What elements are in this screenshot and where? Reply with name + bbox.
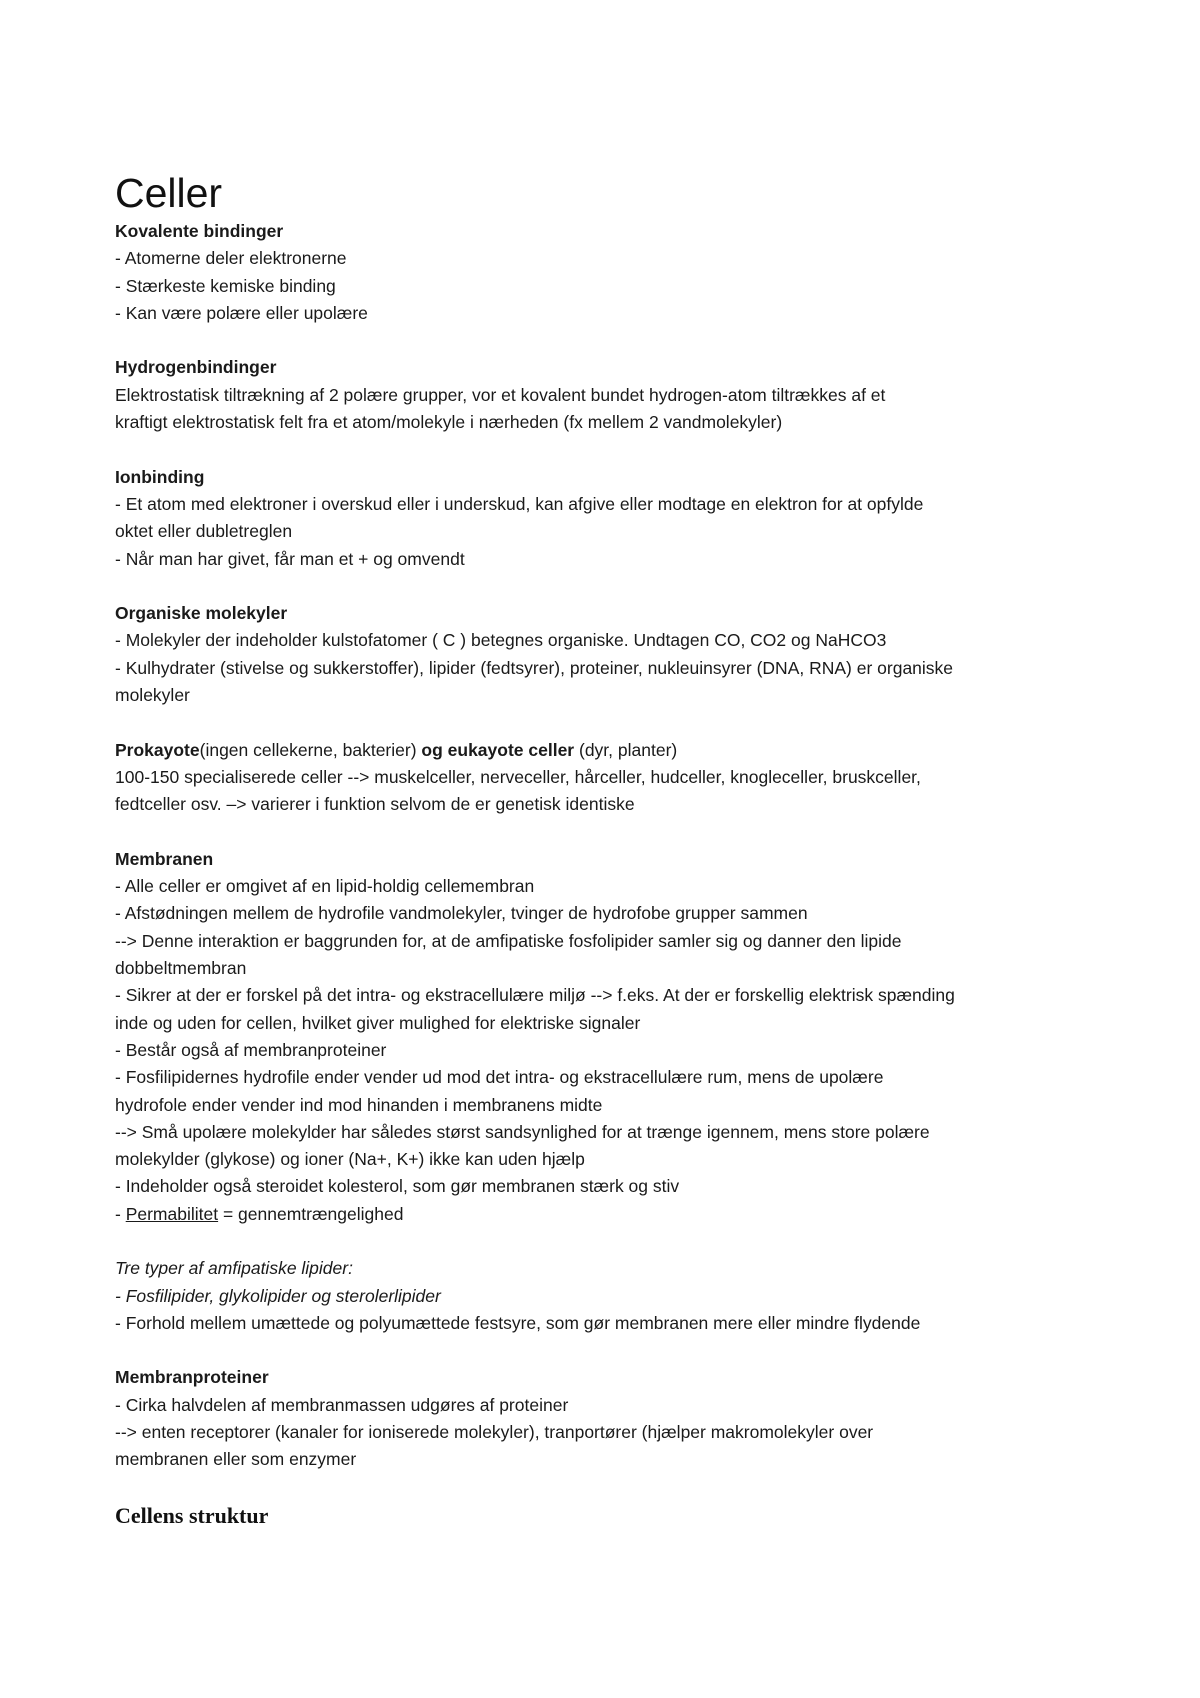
text-line: - Kan være polære eller upolære bbox=[115, 302, 368, 323]
text-line: hydrofole ender vender ind mod hinanden i membranens midte bbox=[115, 1094, 603, 1115]
text-line: - Molekyler der indeholder kulstofatomer ( C ) betegnes organiske. Undtagen CO, CO2 og NaHCO3 bbox=[115, 630, 887, 651]
perm-definition: = gennemtrængelighed bbox=[218, 1203, 404, 1224]
text-line: --> Denne interaktion er baggrunden for, at de amfipatiske fosfolipider samler sig og danner den lipide bbox=[115, 930, 902, 951]
section-membranen bbox=[115, 846, 1120, 1228]
section-heading: Ionbinding bbox=[115, 466, 205, 487]
section-kovalente-bindinger bbox=[115, 218, 1120, 327]
perm-term: Permabilitet bbox=[125, 1203, 219, 1224]
text-line: - Afstødningen mellem de hydrofile vandmolekyler, tvinger de hydrofobe grupper sammen bbox=[115, 903, 808, 924]
heading-eukayote: og eukayote celler bbox=[421, 739, 575, 760]
text-line: Elektrostatisk tiltrækning af 2 polære grupper, vor et kovalent bundet hydrogen-atom tiltrækkes af et bbox=[115, 384, 886, 405]
text-line: - Stærkeste kemiske binding bbox=[115, 275, 336, 296]
section-heading: Membranproteiner bbox=[115, 1367, 269, 1388]
text-line: - Alle celler er omgivet af en lipid-holdig cellemembran bbox=[115, 876, 535, 897]
text-line: - Cirka halvdelen af membranmassen udgøres af proteiner bbox=[115, 1394, 569, 1415]
section-heading bbox=[115, 737, 1120, 764]
section-prokayote-eukayote bbox=[115, 737, 1120, 819]
text-line: - Fosfilipider, glykolipider og sterolerlipider bbox=[115, 1285, 441, 1306]
text-line: - Består også af membranproteiner bbox=[115, 1039, 387, 1060]
section-heading: Organiske molekyler bbox=[115, 603, 288, 624]
text-line: - Forhold mellem umættede og polyumættede festsyre, som gør membranen mere eller mindre flydende bbox=[115, 1312, 921, 1333]
text-line: - Kulhydrater (stivelse og sukkerstoffer), lipider (fedtsyrer), proteiner, nukleuinsyrer (DNA, RNA) er organiske bbox=[115, 657, 954, 678]
section-organiske-molekyler bbox=[115, 600, 1120, 709]
text-line: - Sikrer at der er forskel på det intra- og ekstracellulære miljø --> f.eks. At der er forskellig elektrisk spænding bbox=[115, 985, 955, 1006]
text-line: molekyler bbox=[115, 685, 190, 706]
text-line: - Når man har givet, får man et + og omvendt bbox=[115, 548, 465, 569]
subsection-title: Cellens struktur bbox=[115, 1502, 269, 1528]
text-line: - Fosfilipidernes hydrofile ender vender ud mod det intra- og ekstracellulære rum, mens de upolære bbox=[115, 1067, 884, 1088]
heading-eukayote-note: (dyr, planter) bbox=[574, 739, 678, 760]
text-line: --> Små upolære molekylder har således størst sandsynlighed for at trænge igennem, mens store polære bbox=[115, 1121, 930, 1142]
page-title: Celler bbox=[115, 170, 223, 216]
text-line: - Et atom med elektroner i overskud eller i underskud, kan afgive eller modtage en elektron for at opfylde bbox=[115, 493, 924, 514]
section-heading: Membranen bbox=[115, 848, 214, 869]
section-tre-typer bbox=[115, 1255, 1120, 1337]
section-heading: Hydrogenbindinger bbox=[115, 357, 277, 378]
text-line: - Atomerne deler elektronerne bbox=[115, 248, 347, 269]
text-line: 100-150 specialiserede celler --> muskelceller, nerveceller, hårceller, hudceller, knogleceller, bruskceller, bbox=[115, 766, 921, 787]
heading-prokayote-note: (ingen cellekerne, bakterier) bbox=[199, 739, 422, 760]
text-line: inde og uden for cellen, hvilket giver mulighed for elektriske signaler bbox=[115, 1012, 641, 1033]
section-heading: Tre typer af amfipatiske lipider: bbox=[115, 1258, 353, 1279]
section-hydrogenbindinger bbox=[115, 354, 1120, 436]
text-line: membranen eller som enzymer bbox=[115, 1449, 357, 1470]
text-line: fedtceller osv. –> varierer i funktion selvom de er genetisk identiske bbox=[115, 794, 635, 815]
text-line: --> enten receptorer (kanaler for ioniserede molekyler), tranportører (hjælper makromolekyler over bbox=[115, 1422, 874, 1443]
text-line: - Indeholder også steroidet kolesterol, som gør membranen stærk og stiv bbox=[115, 1176, 680, 1197]
section-membranproteiner bbox=[115, 1364, 1120, 1473]
text-line-permabilitet bbox=[115, 1201, 1120, 1228]
perm-prefix: - bbox=[115, 1203, 126, 1224]
section-heading: Kovalente bindinger bbox=[115, 221, 284, 241]
text-line: kraftigt elektrostatisk felt fra et atom/molekyle i nærheden (fx mellem 2 vandmolekyler) bbox=[115, 412, 783, 433]
text-line: dobbeltmembran bbox=[115, 958, 247, 979]
text-line: oktet eller dubletreglen bbox=[115, 521, 293, 542]
text-line: molekylder (glykose) og ioner (Na+, K+) ikke kan uden hjælp bbox=[115, 1149, 585, 1170]
heading-prokayote: Prokayote bbox=[115, 739, 200, 760]
section-ionbinding bbox=[115, 464, 1120, 573]
